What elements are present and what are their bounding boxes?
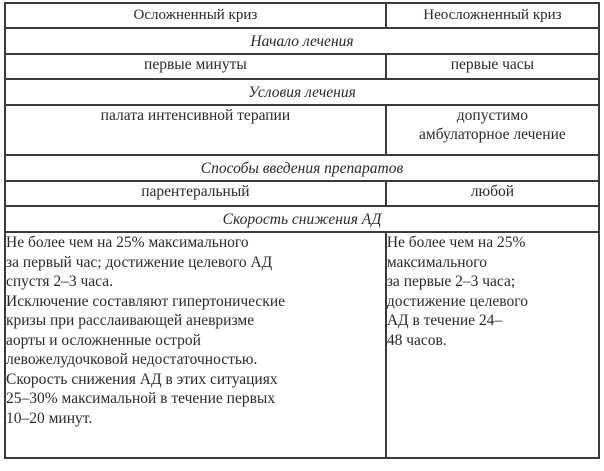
cell-line: спустя 2–3 часа.: [6, 273, 114, 290]
cell-line: Не более чем на 25%: [386, 234, 526, 251]
cell-complicated-bp-rate: [5, 232, 386, 458]
cell-line: Исключение составляют гипертонические: [6, 292, 286, 310]
table-row: [5, 181, 599, 206]
cell-line: Скорость снижения АД в этих ситуациях: [6, 370, 278, 388]
section-title-bp-reduction-rate: Скорость снижения АД: [5, 206, 599, 232]
cell-uncomplicated-routes: любой: [386, 181, 599, 206]
cell-uncomplicated-conditions: [386, 105, 599, 155]
section-row: [5, 28, 599, 54]
cell-complicated-start: первые минуты: [5, 54, 386, 79]
section-title-treatment-start: Начало лечения: [5, 28, 599, 54]
table-row: [5, 54, 599, 79]
header-row: [5, 3, 599, 28]
cell-complicated-conditions: [5, 105, 386, 155]
section-row: [5, 206, 599, 232]
crisis-comparison-table: [4, 2, 600, 459]
cell-line: АД в течение 24–: [386, 312, 503, 329]
cell-line: за первые 2–3 часа;: [386, 273, 516, 290]
table-row: [5, 105, 599, 155]
cell-line: допустимо: [456, 107, 528, 124]
section-row: [5, 79, 599, 105]
cell-line: достижение целевого: [386, 292, 528, 310]
cell-complicated-routes: парентеральный: [5, 181, 386, 206]
cell-line: за первый час; достижение целевого АД: [6, 253, 273, 271]
cell-line: палата интенсивной терапии: [100, 107, 291, 124]
header-complicated: Осложненный криз: [5, 3, 386, 28]
section-title-administration-routes: Способы введения препаратов: [5, 155, 599, 181]
cell-line: кризы при расслаивающей аневризме: [6, 312, 255, 329]
section-title-treatment-conditions: Условия лечения: [5, 79, 599, 105]
cell-line: 25–30% максимальной в течение первых: [6, 390, 276, 407]
cell-line: максимального: [386, 253, 488, 271]
cell-line: 10–20 минут.: [6, 409, 93, 427]
cell-uncomplicated-start: первые часы: [386, 54, 599, 79]
cell-uncomplicated-bp-rate: [386, 232, 599, 458]
cell-line: Не более чем на 25% максимального: [6, 234, 249, 251]
header-uncomplicated: Неосложненный криз: [386, 3, 599, 28]
section-row: [5, 155, 599, 181]
cell-line: аорты и осложненные острой: [6, 331, 201, 349]
cell-line: 48 часов.: [386, 331, 447, 349]
cell-line: левожелудочковой недостаточностью.: [6, 351, 258, 368]
cell-line: амбулаторное лечение: [419, 126, 566, 143]
table-row: [5, 232, 599, 458]
